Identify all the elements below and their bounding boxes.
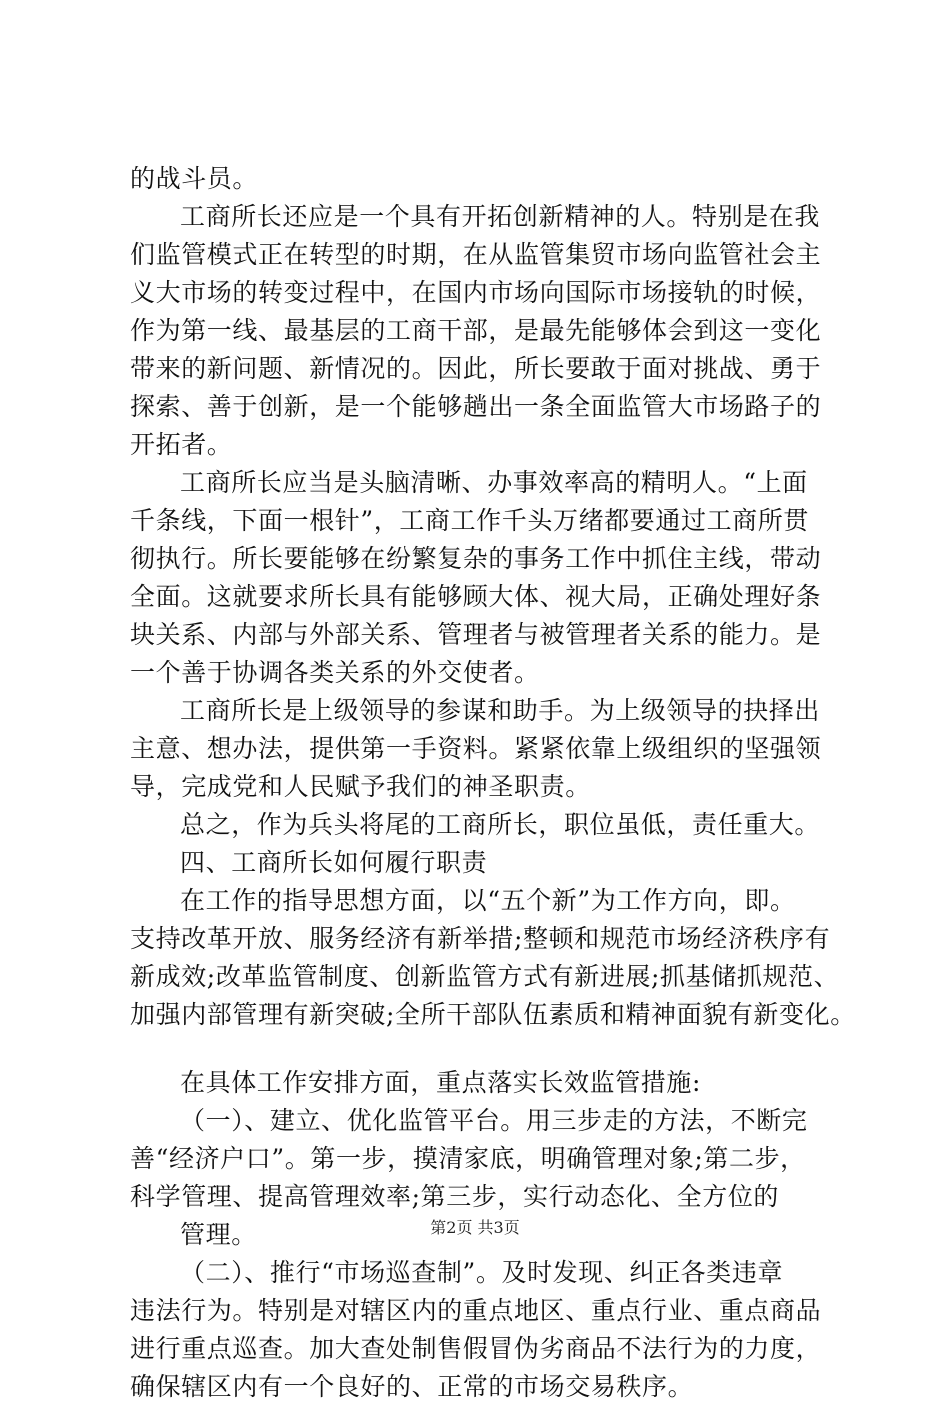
text-line: 一个善于协调各类关系的外交使者。 bbox=[130, 658, 540, 687]
text-line: 善“经济户口”。第一步，摸清家底，明确管理对象;第二步， bbox=[130, 1144, 806, 1173]
text-line: 的战斗员。 bbox=[130, 164, 259, 193]
text-line: 作为第一线、最基层的工商干部，是最先能够体会到这一变化 bbox=[130, 316, 822, 345]
text-line: 违法行为。特别是对辖区内的重点地区、重点行业、重点商品 bbox=[130, 1296, 822, 1325]
text-line: 确保辖区内有一个良好的、正常的市场交易秩序。 bbox=[130, 1372, 694, 1401]
text-line: 块关系、内部与外部关系、管理者与被管理者关系的能力。是 bbox=[130, 620, 822, 649]
text-line: 探索、善于创新，是一个能够趟出一条全面监管大市场路子的 bbox=[130, 392, 822, 421]
text-line: 科学管理、提高管理效率;第三步，实行动态化、全方位的 bbox=[130, 1182, 780, 1211]
text-line: 在工作的指导思想方面，以“五个新”为工作方向，即。 bbox=[180, 886, 796, 915]
text-line: 彻执行。所长要能够在纷繁复杂的事务工作中抓住主线，带动 bbox=[130, 544, 822, 573]
text-line: 新成效;改革监管制度、创新监管方式有新进展;抓基储抓规范、 bbox=[130, 962, 840, 991]
text-line: 在具体工作安排方面，重点落实长效监管措施: bbox=[180, 1068, 702, 1097]
text-line: 们监管模式正在转型的时期，在从监管集贸市场向监管社会主 bbox=[130, 240, 822, 269]
text-line: 进行重点巡查。加大查处制售假冒伪劣商品不法行为的力度， bbox=[130, 1334, 822, 1363]
text-line: 加强内部管理有新突破;全所干部队伍素质和精神面貌有新变化。 bbox=[130, 1000, 856, 1029]
text-line: 支持改革开放、服务经济有新举措;整顿和规范市场经济秩序有 bbox=[130, 924, 831, 953]
text-line: 千条线，下面一根针”，工商工作千头万绪都要通过工商所贯 bbox=[130, 506, 809, 535]
section-heading: 四、工商所长如何履行职责 bbox=[180, 848, 488, 877]
text-line: 总之，作为兵头将尾的工商所长，职位虽低，责任重大。 bbox=[180, 810, 821, 839]
page-number: 第2页 共3页 bbox=[430, 1218, 520, 1237]
text-line: 主意、想办法，提供第一手资料。紧紧依靠上级组织的坚强领 bbox=[130, 734, 822, 763]
text-line: 工商所长还应是一个具有开拓创新精神的人。特别是在我 bbox=[180, 202, 821, 231]
text-line: 带来的新问题、新情况的。因此，所长要敢于面对挑战、勇于 bbox=[130, 354, 822, 383]
paragraph-gap bbox=[130, 1034, 840, 1064]
text-line: 导，完成党和人民赋予我们的神圣职责。 bbox=[130, 772, 591, 801]
text-line: 开拓者。 bbox=[130, 430, 233, 459]
text-line: 工商所长应当是头脑清晰、办事效率高的精明人。“上面 bbox=[180, 468, 808, 497]
text-line: 义大市场的转变过程中，在国内市场向国际市场接轨的时候， bbox=[130, 278, 822, 307]
text-line: （二）、推行“市场巡查制”。及时发现、纠正各类违章 bbox=[180, 1258, 784, 1287]
text-line: 管理。 bbox=[180, 1220, 257, 1249]
text-line: （一）、建立、优化监管平台。用三步走的方法，不断完 bbox=[180, 1106, 808, 1135]
text-line: 全面。这就要求所长具有能够顾大体、视大局，正确处理好条 bbox=[130, 582, 822, 611]
text-line: 工商所长是上级领导的参谋和助手。为上级领导的抉择出 bbox=[180, 696, 821, 725]
